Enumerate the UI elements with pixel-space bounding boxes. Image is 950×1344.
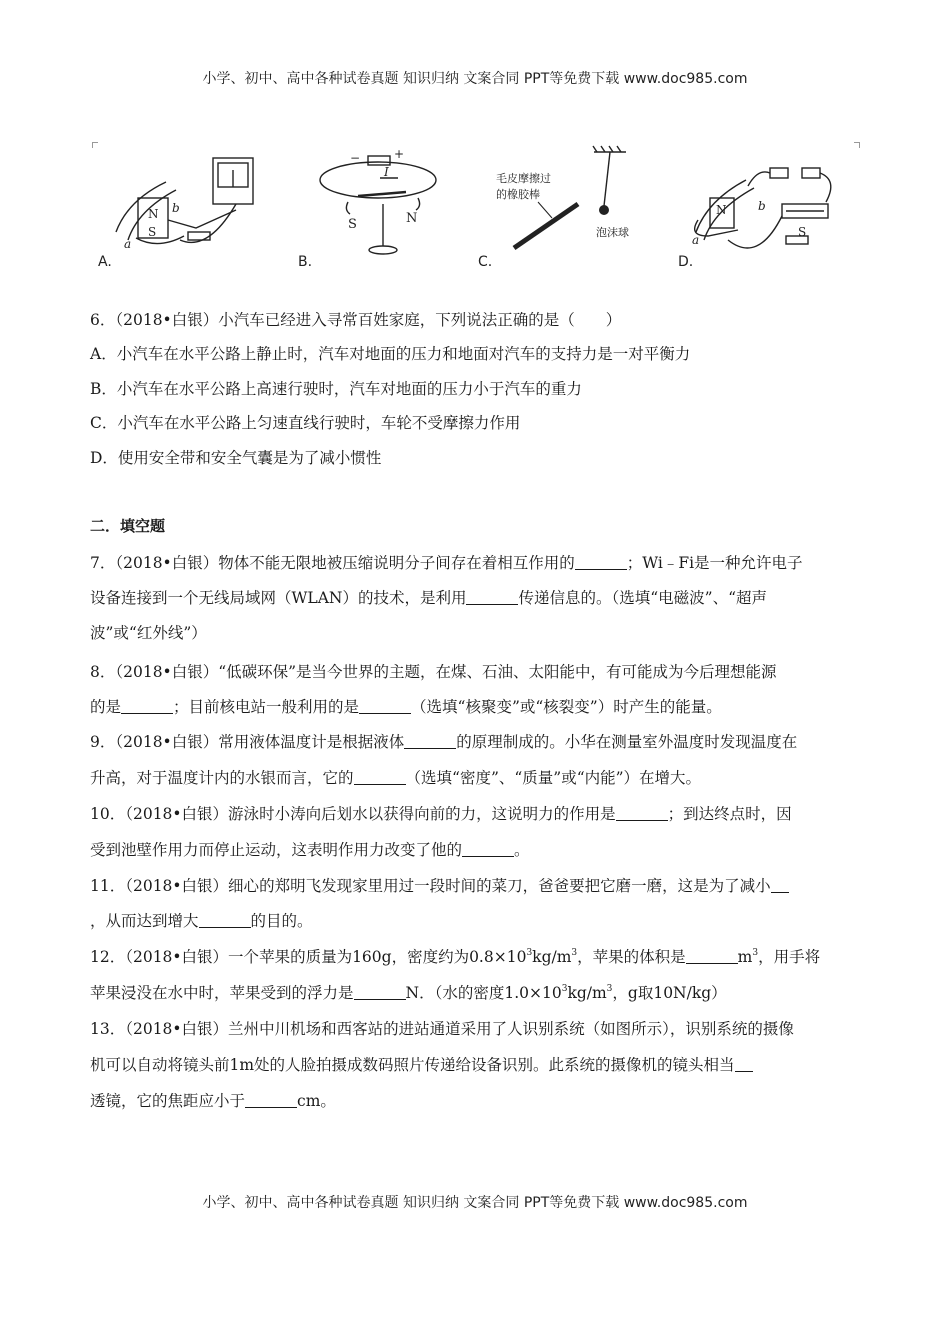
answer-blank[interactable]: [771, 877, 789, 893]
answer-blank[interactable]: [354, 984, 406, 1000]
figure-a-s: S: [148, 225, 157, 239]
figure-d-drawing: [668, 140, 848, 275]
figure-b-plus: +: [394, 147, 405, 161]
q7-line2: [90, 588, 767, 608]
answer-blank[interactable]: [616, 805, 668, 821]
figure-b-n: N: [406, 211, 418, 226]
q6-stem: 6．（2018•白银）小汽车已经进入寻常百姓家庭，下列说法正确的是（ ）: [90, 311, 622, 329]
q12-text: 12．（2018•白银）一个苹果的质量为160g，密度约为0.8×10: [90, 948, 527, 966]
q12-text: kg/m: [532, 948, 572, 966]
q12-text: 苹果浸没在水中时，苹果受到的浮力是: [90, 984, 354, 1002]
q12-text: ，g取10N/kg）: [612, 984, 727, 1002]
q10-line2: [90, 840, 530, 860]
exponent: 3: [561, 984, 568, 994]
q11-text: 的目的。: [250, 912, 313, 930]
figure-c: [476, 140, 656, 275]
answer-blank[interactable]: [575, 554, 627, 570]
figure-c-ball-label: 泡沫球: [596, 226, 629, 239]
q12-text: ，苹果的体积是: [577, 948, 686, 966]
answer-blank[interactable]: [245, 1092, 297, 1108]
q8-text: 8．（2018•白银）“低碳环保”是当今世界的主题，在煤、石油、太阳能中，有可能成为今后理想能源: [90, 663, 777, 681]
q13-text: 13．（2018•白银）兰州中川机场和西客站的进站通道采用了人识别系统（如图所示），识别系统的摄像: [90, 1020, 794, 1038]
q13-line2: [90, 1055, 753, 1075]
q7-line3: [90, 623, 207, 643]
q7-text: ；Wi﹣Fi是一种允许电子: [626, 554, 803, 572]
figure-c-rod-line2: 的橡胶棒: [496, 188, 540, 201]
answer-blank[interactable]: [462, 841, 514, 857]
answer-blank[interactable]: [121, 698, 173, 714]
q9-text: 升高，对于温度计内的水银而言，它的: [90, 769, 354, 787]
answer-blank[interactable]: [359, 698, 411, 714]
q13-text: cm。: [297, 1092, 336, 1110]
figure-b-drawing: [288, 140, 468, 275]
figure-d: [668, 140, 848, 275]
section-title: 二．填空题: [90, 517, 166, 535]
q9-text: 的原理制成的。小华在测量室外温度时发现温度在: [456, 733, 798, 751]
q6-option-d: D．使用安全带和安全气囊是为了减小惯性: [90, 449, 382, 467]
q13-line1: [90, 1019, 794, 1039]
figure-row: [88, 140, 868, 275]
answer-blank[interactable]: [354, 769, 406, 785]
figure-a-label: A.: [98, 254, 112, 270]
exponent: 3: [606, 984, 613, 994]
q11-text: ，从而达到增大: [90, 912, 199, 930]
q8-text: 的是: [90, 698, 122, 716]
figure-a-a: a: [124, 237, 132, 251]
q8-text: ；目前核电站一般利用的是: [173, 698, 360, 716]
q7-text: 波”或“红外线”）: [90, 624, 207, 642]
figure-a-b: b: [172, 201, 180, 215]
q10-text: 10．（2018•白银）游泳时小涛向后划水以获得向前的力，这说明力的作用是: [90, 805, 616, 823]
figure-d-n: N: [716, 203, 727, 217]
figure-b-current: I: [384, 165, 389, 179]
figure-d-label: D.: [678, 254, 694, 270]
answer-blank[interactable]: [735, 1056, 753, 1072]
figure-d-s: S: [798, 225, 807, 239]
q7-text: 7．（2018•白银）物体不能无限地被压缩说明分子间存在着相互作用的: [90, 554, 575, 572]
header-banner: 小学、初中、高中各种试卷真题 知识归纳 文案合同 PPT等免费下载 www.doc985.com: [202, 71, 748, 87]
figure-a-drawing: [88, 140, 268, 275]
figure-d-b: b: [758, 199, 766, 213]
q12-line1: [90, 947, 820, 967]
figure-b-s: S: [348, 217, 357, 232]
q10-text: 。: [514, 841, 530, 859]
q7-text: 设备连接到一个无线局域网（WLAN）的技术，是利用: [90, 589, 467, 607]
figure-c-label: C.: [478, 254, 493, 270]
figure-b: [288, 140, 468, 275]
figure-a-n: N: [148, 207, 159, 221]
figure-b-minus: −: [350, 151, 361, 165]
answer-blank[interactable]: [686, 948, 738, 964]
answer-blank[interactable]: [199, 912, 251, 928]
figure-b-label: B.: [298, 254, 313, 270]
q10-text: 受到池壁作用力而停止运动，这表明作用力改变了他的: [90, 841, 463, 859]
q12-text: kg/m: [567, 984, 607, 1002]
q11-text: 11．（2018•白银）细心的郑明飞发现家里用过一段时间的菜刀，爸爸要把它磨一磨，这是为了减小: [90, 877, 771, 895]
q13-text: 机可以自动将镜头前1m处的人脸拍摄成数码照片传递给设备识别。此系统的摄像机的镜头相当: [90, 1056, 735, 1074]
q7-text: 传递信息的。（选填“电磁波”、“超声: [518, 589, 768, 607]
answer-blank[interactable]: [404, 733, 456, 749]
q12-text: N．（水的密度1.0×10: [405, 984, 562, 1002]
q13-line3: [90, 1091, 336, 1111]
q12-text: m: [737, 948, 753, 966]
exponent: 3: [752, 948, 759, 958]
q12-line2: [90, 983, 727, 1003]
q13-text: 透镜，它的焦距应小于: [90, 1092, 246, 1110]
foam-ball: [599, 205, 609, 215]
figure-a: [88, 140, 268, 275]
figure-c-drawing: [476, 140, 656, 275]
q7-line1: [90, 553, 803, 573]
q6-option-c: C．小汽车在水平公路上匀速直线行驶时，车轮不受摩擦力作用: [90, 414, 521, 432]
q6-option-b: B．小汽车在水平公路上高速行驶时，汽车对地面的压力小于汽车的重力: [90, 380, 582, 398]
exponent: 3: [571, 948, 578, 958]
exponent: 3: [526, 948, 533, 958]
q9-text: （选填“密度”、“质量”或“内能”）在增大。: [405, 769, 702, 787]
q12-text: ，用手将: [758, 948, 821, 966]
q10-line1: [90, 804, 792, 824]
q9-text: 9．（2018•白银）常用液体温度计是根据液体: [90, 733, 405, 751]
figure-c-rod-line1: 毛皮摩擦过: [496, 172, 551, 185]
q8-text: （选填“核聚变”或“核裂变”）时产生的能量。: [411, 698, 722, 716]
q10-text: ；到达终点时，因: [667, 805, 792, 823]
q8-line2: [90, 697, 722, 717]
q11-line1: [90, 876, 789, 896]
q9-line1: [90, 732, 797, 752]
q6-option-a: A．小汽车在水平公路上静止时，汽车对地面的压力和地面对汽车的支持力是一对平衡力: [90, 345, 691, 363]
footer-banner: 小学、初中、高中各种试卷真题 知识归纳 文案合同 PPT等免费下载 www.doc985.com: [202, 1195, 748, 1211]
answer-blank[interactable]: [466, 589, 518, 605]
q8-line1: [90, 662, 777, 682]
q11-line2: [90, 911, 313, 931]
q9-line2: [90, 768, 701, 788]
figure-d-a: a: [692, 233, 700, 247]
